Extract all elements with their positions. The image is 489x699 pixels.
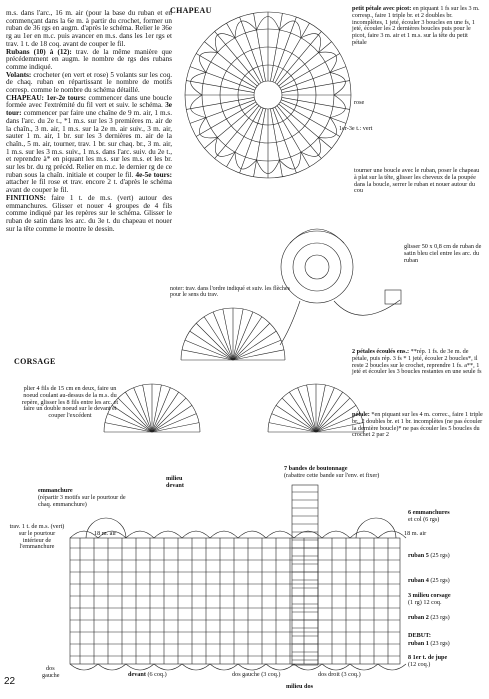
milieu-dos-label: milieu dos (286, 683, 313, 690)
chain-label-right: 18 m. air (404, 530, 427, 537)
noter-note: noter: trav. dans l'ordre indiqué et suiv. les flèches pour le sens du trav. (170, 286, 290, 299)
devant-label: devant (6 coq.) (128, 671, 167, 678)
emmanchure-label: emmanchure (38, 487, 73, 494)
instructions-paragraph: Rubans (10) à (12): trav. de la même manière que précédemment en augm. le nombre de rgs des rubans comme indiqué. (6, 47, 173, 71)
jupe-sub: (12 coq.) (408, 661, 431, 668)
instructions-paragraph: FINITIONS: faire 1 t. de m.s. (vert) autour des emmanchures. Glisser et nouer 4 groupes de 4 fils comme indiqué par les repères sur le schéma. Glisser le ruban de satin dans les arc. du 3e t. du chapeau et nouer sur la tête comme le montre le dessin. (6, 193, 172, 233)
bands-sub: (rabattre cette bande sur l'env. et fixer) (284, 472, 380, 479)
bands-label: 7 bandes de boutonnage (284, 465, 348, 472)
plier-note: plier 4 fils de 15 cm en deux, faire un noeud coulant au-dessus de la m.s. du repère, glisser les 8 fils entre les arc. et faire un double noeud sur le devant et couper l'excédent (21, 385, 119, 420)
chapeau-heading: CHAPEAU (170, 6, 212, 15)
corsage-body-grid (70, 485, 406, 670)
two-petals-note: 2 pétales écoulés ens.: **rép. 1 fs. de 3e m. de pétale, puis rép. 3 fs * 1 jeté, écouler 2 boucles*, il reste 2 boucles sur le crochet, reprendre 1 fs. a**, 1 jeté et écouler les 3 boucles restantes en une seule fs (352, 348, 482, 376)
milieu-corsage-label: 3 milieu corsage (408, 592, 451, 599)
rose-label: rose (354, 99, 365, 106)
dos-gauche-3coq: dos gauche (3 coq.) (232, 671, 281, 678)
instructions-paragraph: m.s. dans l'arc., 16 m. air (pour la base du ruban et en commençant dans la 6e m. à partir du crochet, former un ruban de 36 rgs en augm. d'après le schéma. Relier le 36e rg au 1er en m.c. puis avancer en m.s. dans les 1er rgs et trav. 1 t. de 18 coq. avant de couper le fil. (6, 9, 172, 48)
six-emm-label: 6 emmanchures (408, 509, 450, 516)
ruban5-label: ruban 5 (25 rgs) (408, 552, 450, 559)
corsage-heading: CORSAGE (14, 357, 56, 366)
corsage-top-motif (104, 308, 364, 432)
trav-emm-note: trav. 1 t. de m.s. (vert) sur le pourtour intérieur de l'emmanchure (9, 523, 65, 551)
chapeau-diagram (185, 12, 351, 178)
ruban4-label: ruban 4 (25 rgs) (408, 577, 450, 584)
petal-top-note: petit pétale avec picot: en piquant 1 fs sur les 3 m. corresp., faire 1 triple br. et 2 doubles br. incomplètes, 1 jeté, écouler 3 boucles en une fs, 1 jeté, écouler les 2 dernières boucles puis pour le picot, faire 3 m. air et 1 m.s. sur la tête du petit pétale (352, 5, 480, 46)
tourner-note: tourner une boucle avec le ruban, poser le chapeau à plat sur la tête, glisser les cheveux de la poupée dans la boucle, serrer le ruban et nouer autour du cou (354, 167, 480, 195)
dos-gauche-label-2: gauche (42, 672, 60, 679)
petal-note: pétale: *en piquant sur les 4 m. correc., faire 1 triple br., 2 doubles br. et 1 br. incomplètes (ne pas écouler la dernière boucle)* ne pas écouler les 5 boucles du crochet 2 par 2 (352, 411, 483, 439)
ruban1-label: ruban 1 (23 rgs) (408, 640, 450, 647)
debut-label: DEBUT: (408, 632, 431, 639)
hat-motif (280, 229, 401, 345)
dos-droit-label: dos droit (3 coq.) (318, 671, 361, 678)
six-emm-sub: et col (6 rgs) (408, 516, 440, 523)
jupe-label: 8 1er t. de jupe (408, 654, 448, 661)
ruban2-label: ruban 2 (23 rgs) (408, 614, 450, 621)
glisser-note: glisser 50 x 0,8 cm de ruban de satin bleu ciel entre les arc. du ruban (404, 243, 482, 264)
chain-label-left: 18 m. air (94, 530, 117, 537)
page-number: 22 (4, 676, 16, 687)
emmanchure-sub: (répartir 3 motifs sur le pourtour de chaq. emmanchure) (38, 494, 126, 508)
instructions-paragraph: Volants: crocheter (en vert et rose) 5 volants sur les coq. de chaq. ruban en répartissant le nombre de motifs corresp. comme le nombre du schéma détaillé. (6, 70, 172, 95)
tour-label: 1er-3e t.: vert (339, 125, 373, 132)
dos-gauche-label: dos (46, 665, 55, 672)
milieu-devant-label: milieu devant (166, 475, 184, 489)
milieu-corsage-rgs: (1 rg) 12 coq. (408, 599, 442, 606)
instructions-paragraph: CHAPEAU: 1er-2e tours: commencer dans une boucle formée avec l'extrémité du fil vert et suiv. le schéma. 3e tour: commencer par faire une chaîne de 9 m. air, 1 m.s. dans l'arc. du 2e t., *1 m.s. sur les 3 premières m. air de la chaîn., 3 m. air, 1 m.s. sur la 2e m. air suiv., 3 m. air, sauter 1 m. air, 1 br. sur les 3 dernières m. air de la chaîn., 5 m. air, tourner, trav. 1 br. sur chaq. br., 3 m. air, 1 m.s. sur les 3 m.s. suiv., 1 m.s. dans l'arc. suiv. du 2e t., et reprendre à* en piquant les m.s. sur les m.s. et les br. sur les br. du rg précéd. Relier en m.c. le dernier rg de ce ruban sous la chaîn. initiale et couper le fil. 4e-5e tours: attacher le fil rose et trav. encore 2 t. d'après le schéma avant de couper le fil. (6, 93, 172, 195)
